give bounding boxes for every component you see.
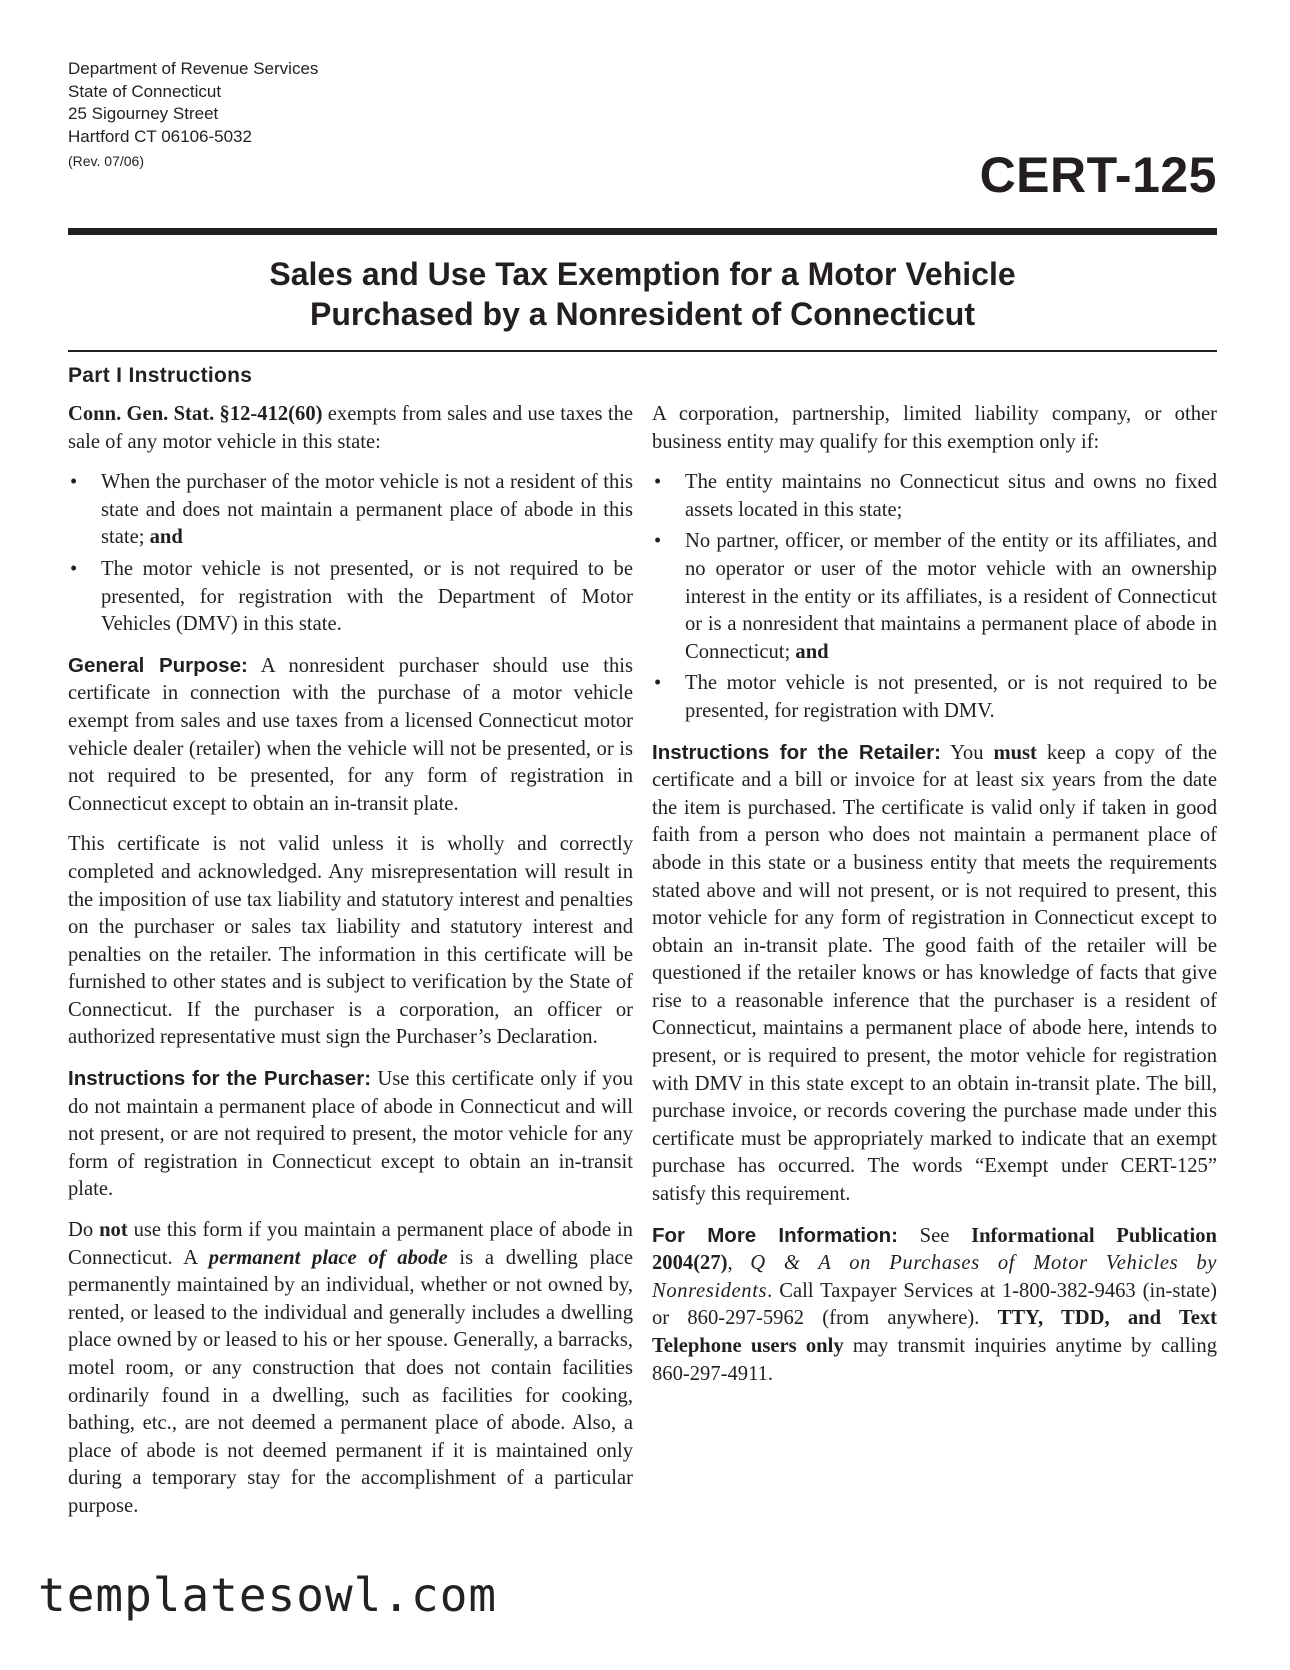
part-heading: Part I Instructions [68,364,253,387]
individual-conditions-list [68,469,633,639]
publication-reference: Informational Publication 2004(27) [652,1224,1217,1275]
statute-reference: Conn. Gen. Stat. §12-412(60) [68,403,323,425]
form-number: CERT-125 [979,147,1217,203]
list-item: • The motor vehicle is not presented, or is not required to be presented, for registration with DMV. [652,670,1217,725]
purchaser-instructions-paragraph: Instructions for the Purchaser: Use this certificate only if you do not maintain a permanent place of abode in Connecticut and will not present, or are not required to present, the motor vehicle for any form of registration in Connecticut except to obtain an in-transit plate. [68,1067,633,1201]
address-line: Department of Revenue Services [68,59,319,78]
section-heading: Instructions for the Retailer: [652,740,941,764]
revision-date: (Rev. 07/06) [68,153,144,169]
address-line: 25 Sigourney Street [68,104,219,123]
section-heading: Instructions for the Purchaser: [68,1067,372,1091]
more-information-paragraph: For More Information: See Informational Publication 2004(27), Q & A on Purchases of Motor Vehicles by Nonresidents. Call Taxpayer Services at 1-800-382-9463 (in-state) or 860-297-5962 (from anywhere). TTY, TDD, and Text Telephone users only may transmit inquiries anytime by calling 860-297-4911. [652,1223,1217,1385]
list-item: • When the purchaser of the motor vehicle is not a resident of this state and does not maintain a permanent place of abode in this state; and [68,469,633,552]
retailer-instructions-paragraph: Instructions for the Retailer: You must keep a copy of the certificate and a bill or invoice for at least six years from the date the item is purchased. The certificate is valid only if taken in good faith from a person who does not maintain a permanent place of abode in this state or a business entity that meets the requirements stated above and will not present, or is not required to present, this motor vehicle for any form of registration in Connecticut except to obtain an in-transit plate. The good faith of the retailer will be questioned if the retailer knows or has knowledge of facts that give rise to a reasonable inference that the purchaser is a resident of Connecticut, maintains a permanent place of abode here, intends to present, or is required to present, the motor vehicle for registration with DMV in this state except to an obtain in-transit plate. The bill, purchase invoice, or records covering the purchase made under this certificate must be appropriately marked to indicate that an exempt purchase has occurred. The words “Exempt under CERT-125” satisfy this requirement. [652,740,1218,1206]
watermark-text: templatesowl.com [38,1568,498,1622]
publication-title: Q & A on Purchases of Motor Vehicles by Nonresidents [652,1252,1217,1302]
defined-term: permanent place of abode [208,1246,448,1269]
section-heading: For More Information: [652,1223,898,1247]
entity-intro-paragraph: A corporation, partnership, limited liability company, or other business entity may qualify for this exemption only if: [652,403,1217,453]
header-divider [68,228,1217,235]
title-divider [68,350,1217,352]
address-line: State of Connecticut [68,81,222,101]
title-line-2: Purchased by a Nonresident of Connecticut [310,296,975,332]
list-item: • The entity maintains no Connecticut situs and owns no fixed assets located in this state; [652,469,1217,524]
document-title [68,254,1217,334]
abode-definition-paragraph: Do not use this form if you maintain a permanent place of abode in Connecticut. A permanent place of abode is a dwelling place permanently maintained by an individual, whether or not owned by, rented, or leased to the individual and generally includes a dwelling place owned by or leased to his or her spouse. Generally, a barracks, motel room, or any construction that does not contain facilities ordinarily found in a dwelling, such as facilities for cooking, bathing, etc., are not deemed a permanent place of abode. Also, a place of abode is not deemed permanent if it is maintained only during a temporary stay for the accomplishment of a particular purpose. [68,1219,633,1517]
address-line: Hartford CT 06106-5032 [68,126,252,146]
section-heading: General Purpose: [68,653,248,677]
validity-paragraph: This certificate is not valid unless it is wholly and correctly completed and acknowledged. Any misrepresentation will result in the imposition of use tax liability and statutory interest and penalties on the purchaser or sales tax liability and statutory interest and penalties on the retailer. The information in this certificate will be furnished to other states and is subject to verification by the State of Connecticut. If the purchaser is a corporation, an officer or authorized representative must sign the Purchaser’s Declaration. [68,833,633,1049]
list-item: • No partner, officer, or member of the entity or its affiliates, and no operator or user of the motor vehicle with an ownership interest in the entity or its affiliates, is a resident of Connecticut or is a nonresident that maintains a permanent place of abode in Connecticut; and [652,528,1217,666]
left-column [68,401,633,1534]
statute-paragraph: Conn. Gen. Stat. §12-412(60) exempts from sales and use taxes the sale of any motor vehicle in this state: [68,403,633,453]
general-purpose-paragraph: General Purpose: A nonresident purchaser should use this certificate in connection with the purchase of a motor vehicle exempt from sales and use taxes from a licensed Connecticut motor vehicle dealer (retailer) when the vehicle will not be presented, or is not required to be presented, for any form of registration in Connecticut except to obtain an in-transit plate. [68,653,633,815]
entity-conditions-list [652,469,1217,725]
list-item: • The motor vehicle is not presented, or is not required to be presented, for registration with the Department of Motor Vehicles (DMV) in this state. [68,556,633,639]
right-column [652,401,1217,1401]
title-line-1: Sales and Use Tax Exemption for a Motor Vehicle [269,256,1016,292]
agency-address [68,58,318,173]
